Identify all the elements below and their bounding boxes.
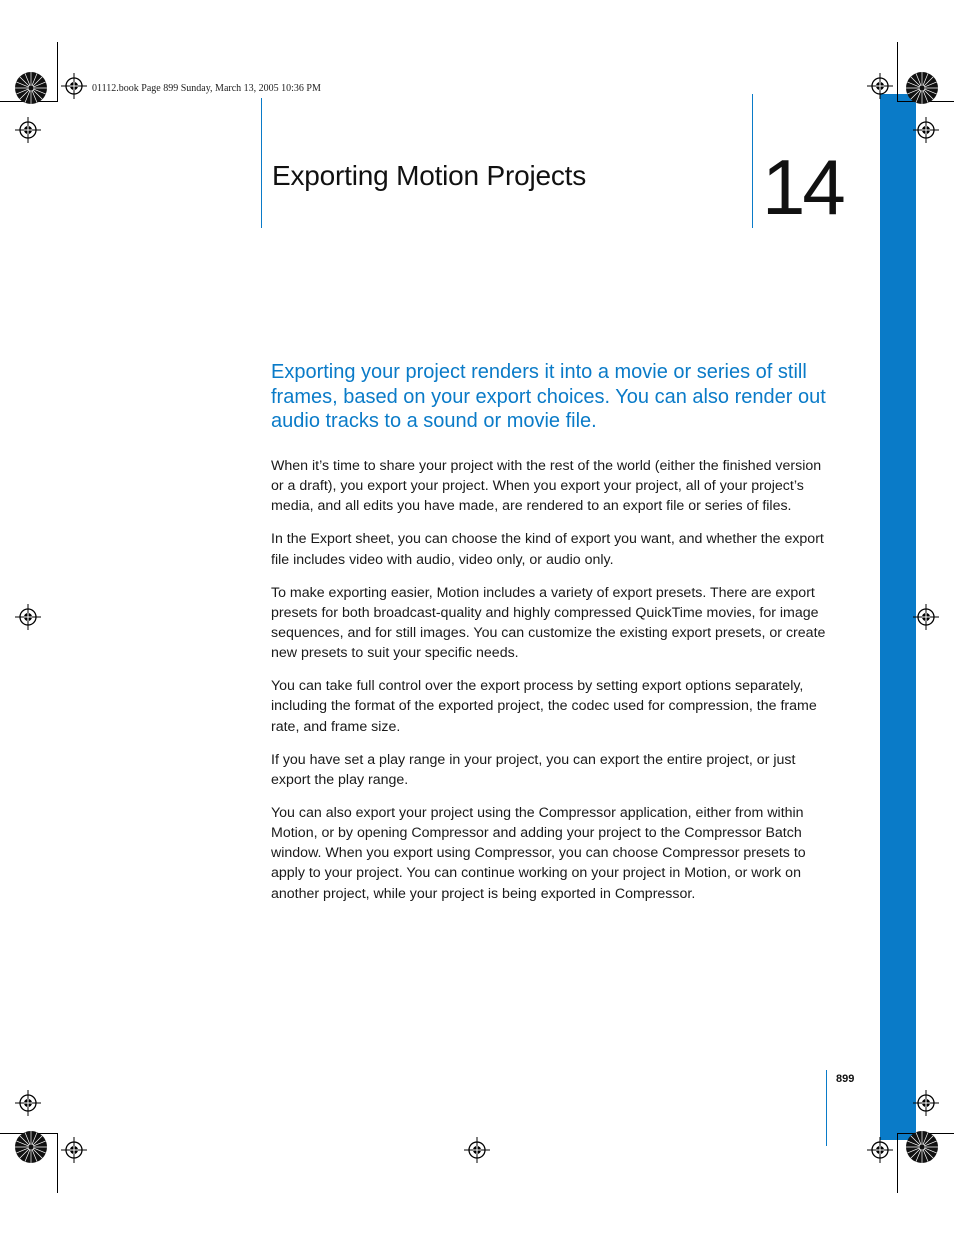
registration-mark-bottom-left xyxy=(61,1137,87,1163)
starburst-top-right xyxy=(906,72,938,104)
paragraph: In the Export sheet, you can choose the kind of export you want, and whether the export file includes video with audio, video only, or audio only. xyxy=(271,531,824,568)
registration-mark-right-top xyxy=(913,117,939,143)
registration-mark-bottom-right xyxy=(867,1137,893,1163)
paragraph: When it’s time to share your project with the rest of the world (either the finished version or a draft), you export your project. When you export your project, all of your project’s media, and all edits you have made, are rendered to an export file or series of files. xyxy=(271,458,822,515)
paragraph: If you have set a play range in your project, you can export the entire project, or just export the play range. xyxy=(271,751,796,788)
registration-mark-left-top xyxy=(15,117,41,143)
page-number: 899 xyxy=(836,1073,855,1085)
registration-mark-left-mid xyxy=(15,604,41,630)
starburst-top-left xyxy=(15,72,47,104)
registration-mark-right-bottom xyxy=(913,1090,939,1116)
chapter-title: Exporting Motion Projects xyxy=(272,160,587,191)
starburst-bottom-right xyxy=(906,1131,938,1163)
registration-mark-top-left xyxy=(61,73,87,99)
registration-mark-right-mid xyxy=(913,604,939,630)
body-text xyxy=(271,456,831,917)
print-slug: 01112.book Page 899 Sunday, March 13, 2005 10:36 PM xyxy=(92,83,321,94)
paragraph: To make exporting easier, Motion includes a variety of export presets. There are export presets for both broadcast-quality and highly compressed QuickTime movies, for image sequences, and for still images. You can customize the existing export presets, or create new presets to suit your specific needs. xyxy=(271,584,826,662)
registration-mark-bottom-center xyxy=(464,1137,490,1163)
registration-mark-top-right xyxy=(867,73,893,99)
paragraph: You can take full control over the export process by setting export options separately, including the format of the exported project, the codec used for compression, the frame rate, and frame size. xyxy=(271,678,817,735)
starburst-bottom-left xyxy=(15,1131,47,1163)
chapter-number: 14 xyxy=(762,143,843,231)
registration-mark-left-bottom xyxy=(15,1090,41,1116)
chapter-intro: Exporting your project renders it into a movie or series of still frames, based on your export choices. You can also render out audio tracks to a sound or movie file. xyxy=(271,361,826,432)
paragraph: You can also export your project using the Compressor application, either from within Motion, or by opening Compressor and adding your project to the Compressor Batch window. When you export using Compressor, you can choose Compressor presets to apply to your project. You can continue working on your project in Motion, or work on another project, while your project is being exported in Compressor. xyxy=(271,804,806,902)
